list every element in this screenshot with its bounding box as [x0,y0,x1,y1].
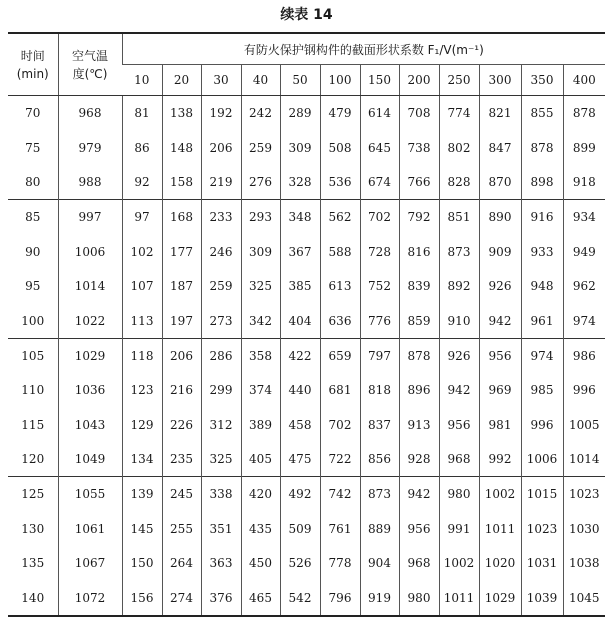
value-cell: 276 [241,165,280,200]
value-cell: 219 [201,165,241,200]
time-cell: 125 [8,477,58,512]
value-cell: 681 [320,373,360,407]
value-cell: 991 [439,512,479,546]
value-cell: 148 [162,130,201,164]
value-cell: 821 [479,96,521,131]
factor-header: 20 [162,65,201,96]
value-cell: 613 [320,269,360,303]
time-cell: 135 [21,556,45,571]
value-cell: 968 [439,442,479,477]
value-cell: 440 [280,373,320,407]
value-cell: 1023 [563,477,605,512]
value-cell: 233 [201,200,241,235]
header-temp-unit: 度(℃) [72,66,108,81]
value-cell: 856 [360,442,399,477]
value-cell: 1002 [439,546,479,580]
table-row [8,408,605,442]
value-cell: 956 [479,338,521,373]
value-cell: 542 [280,580,320,615]
value-cell: 878 [399,338,439,373]
value-cell: 309 [241,235,280,269]
value-cell: 312 [201,408,241,442]
value-cell: 919 [360,580,399,615]
value-cell: 107 [122,269,162,303]
value-cell: 404 [280,303,320,338]
table-row [8,235,605,269]
value-cell: 138 [162,96,201,131]
value-cell: 150 [122,546,162,580]
value-cell: 722 [320,442,360,477]
value-cell: 156 [122,580,162,615]
factor-header: 400 [563,65,605,96]
value-cell: 996 [563,373,605,407]
value-cell: 674 [360,165,399,200]
value-cell: 508 [320,130,360,164]
value-cell: 325 [201,442,241,477]
value-cell: 837 [360,408,399,442]
value-cell: 847 [479,130,521,164]
time-cell: 70 [25,106,41,121]
value-cell: 139 [122,477,162,512]
value-cell: 289 [280,96,320,131]
value-cell: 376 [201,580,241,615]
table-row [8,96,605,131]
value-cell: 197 [162,303,201,338]
value-cell: 870 [479,165,521,200]
air-temp-cell: 1043 [58,408,122,442]
factor-header: 300 [479,65,521,96]
value-cell: 899 [563,130,605,164]
value-cell: 918 [563,165,605,200]
value-cell: 206 [162,338,201,373]
factor-header: 250 [439,65,479,96]
table-row [8,512,605,546]
air-temp-cell: 1029 [58,338,122,373]
value-cell: 348 [280,200,320,235]
value-cell: 420 [241,477,280,512]
time-cell: 90 [25,244,41,259]
value-cell: 910 [439,303,479,338]
value-cell: 1045 [563,580,605,615]
header-temperature [58,33,122,96]
value-cell: 168 [162,200,201,235]
value-cell: 980 [399,580,439,615]
air-temp-cell: 1072 [58,580,122,615]
table-row [8,442,605,477]
value-cell: 839 [399,269,439,303]
value-cell: 113 [122,303,162,338]
air-temp-cell: 1049 [58,442,122,477]
table-row [8,546,605,580]
value-cell: 949 [563,235,605,269]
value-cell: 458 [280,408,320,442]
value-cell: 892 [439,269,479,303]
header-section-factor: 有防火保护钢构件的截面形状系数 F₁/V(m⁻¹) [122,33,605,65]
value-cell: 889 [360,512,399,546]
value-cell: 187 [162,269,201,303]
air-temp-cell: 1061 [58,512,122,546]
value-cell: 235 [162,442,201,477]
factor-header: 350 [521,65,563,96]
value-cell: 796 [320,580,360,615]
value-cell: 974 [563,303,605,338]
value-cell: 479 [320,96,360,131]
air-temp-cell: 1055 [58,477,122,512]
value-cell: 309 [280,130,320,164]
value-cell: 255 [162,512,201,546]
factor-header: 10 [122,65,162,96]
value-cell: 328 [280,165,320,200]
value-cell: 1023 [521,512,563,546]
value-cell: 422 [280,338,320,373]
value-cell: 985 [521,373,563,407]
factor-header: 150 [360,65,399,96]
value-cell: 465 [241,580,280,615]
time-cell: 130 [21,521,45,536]
value-cell: 274 [162,580,201,615]
table-row [8,373,605,407]
value-cell: 338 [201,477,241,512]
value-cell: 475 [280,442,320,477]
value-cell: 873 [439,235,479,269]
time-cell: 95 [25,279,41,294]
factor-header: 50 [280,65,320,96]
value-cell: 896 [399,373,439,407]
value-cell: 738 [399,130,439,164]
value-cell: 358 [241,338,280,373]
value-cell: 904 [360,546,399,580]
value-cell: 776 [360,303,399,338]
value-cell: 961 [521,303,563,338]
value-cell: 986 [563,338,605,373]
time-cell: 100 [21,313,45,328]
value-cell: 766 [399,165,439,200]
value-cell: 898 [521,165,563,200]
value-cell: 708 [399,96,439,131]
table-row [8,165,605,200]
value-cell: 264 [162,546,201,580]
value-cell: 851 [439,200,479,235]
air-temp-cell: 1067 [58,546,122,580]
value-cell: 933 [521,235,563,269]
value-cell: 1039 [521,580,563,615]
time-cell: 110 [21,383,45,398]
value-cell: 492 [280,477,320,512]
value-cell: 536 [320,165,360,200]
value-cell: 367 [280,235,320,269]
air-temp-cell: 988 [58,165,122,200]
value-cell: 913 [399,408,439,442]
value-cell: 363 [201,546,241,580]
value-cell: 526 [280,546,320,580]
time-cell: 120 [21,452,45,467]
value-cell: 206 [201,130,241,164]
value-cell: 134 [122,442,162,477]
value-cell: 246 [201,235,241,269]
value-cell: 177 [162,235,201,269]
value-cell: 855 [521,96,563,131]
value-cell: 102 [122,235,162,269]
value-cell: 1011 [479,512,521,546]
value-cell: 974 [521,338,563,373]
value-cell: 242 [241,96,280,131]
value-cell: 980 [439,477,479,512]
value-cell: 816 [399,235,439,269]
value-cell: 992 [479,442,521,477]
table-row [8,338,605,373]
value-cell: 216 [162,373,201,407]
value-cell: 909 [479,235,521,269]
value-cell: 342 [241,303,280,338]
value-cell: 259 [201,269,241,303]
value-cell: 259 [241,130,280,164]
value-cell: 742 [320,477,360,512]
value-cell: 802 [439,130,479,164]
table-row [8,200,605,235]
value-cell: 818 [360,373,399,407]
factor-header: 200 [399,65,439,96]
value-cell: 761 [320,512,360,546]
value-cell: 926 [479,269,521,303]
value-cell: 1011 [439,580,479,615]
factor-header: 100 [320,65,360,96]
header-time-unit: (min) [16,66,49,81]
value-cell: 192 [201,96,241,131]
value-cell: 752 [360,269,399,303]
value-cell: 878 [563,96,605,131]
factor-header: 40 [241,65,280,96]
value-cell: 774 [439,96,479,131]
table-body [8,96,605,616]
value-cell: 934 [563,200,605,235]
value-cell: 145 [122,512,162,546]
value-cell: 450 [241,546,280,580]
value-cell: 1031 [521,546,563,580]
air-temp-cell: 979 [58,130,122,164]
value-cell: 92 [122,165,162,200]
air-temp-cell: 1022 [58,303,122,338]
value-cell: 374 [241,373,280,407]
value-cell: 962 [563,269,605,303]
value-cell: 926 [439,338,479,373]
value-cell: 614 [360,96,399,131]
value-cell: 636 [320,303,360,338]
value-cell: 645 [360,130,399,164]
value-cell: 97 [122,200,162,235]
value-cell: 890 [479,200,521,235]
value-cell: 118 [122,338,162,373]
value-cell: 1020 [479,546,521,580]
value-cell: 293 [241,200,280,235]
table-caption: 续表 14 [280,7,333,23]
value-cell: 942 [439,373,479,407]
air-temp-cell: 1014 [58,269,122,303]
value-cell: 405 [241,442,280,477]
header-temp-label: 空气温 [71,48,108,63]
value-cell: 435 [241,512,280,546]
value-cell: 981 [479,408,521,442]
table-row [8,130,605,164]
value-cell: 797 [360,338,399,373]
temperature-table [8,32,605,617]
time-cell: 80 [25,174,41,189]
table-row [8,477,605,512]
time-cell: 115 [21,417,45,432]
air-temp-cell: 1006 [58,235,122,269]
air-temp-cell: 1036 [58,373,122,407]
air-temp-cell: 997 [58,200,122,235]
value-cell: 286 [201,338,241,373]
air-temp-cell: 968 [58,96,122,131]
table-row [8,269,605,303]
value-cell: 1006 [521,442,563,477]
value-cell: 778 [320,546,360,580]
value-cell: 942 [479,303,521,338]
value-cell: 873 [360,477,399,512]
value-cell: 956 [439,408,479,442]
value-cell: 562 [320,200,360,235]
time-cell: 105 [8,338,58,373]
value-cell: 299 [201,373,241,407]
value-cell: 129 [122,408,162,442]
value-cell: 702 [360,200,399,235]
value-cell: 956 [399,512,439,546]
table-row [8,580,605,615]
value-cell: 81 [122,96,162,131]
value-cell: 1015 [521,477,563,512]
value-cell: 588 [320,235,360,269]
value-cell: 351 [201,512,241,546]
value-cell: 86 [122,130,162,164]
table-row [8,303,605,338]
value-cell: 948 [521,269,563,303]
value-cell: 828 [439,165,479,200]
value-cell: 702 [320,408,360,442]
value-cell: 878 [521,130,563,164]
value-cell: 1014 [563,442,605,477]
value-cell: 968 [399,546,439,580]
time-cell: 75 [25,140,41,155]
time-cell: 85 [8,200,58,235]
header-time [8,33,58,96]
value-cell: 928 [399,442,439,477]
value-cell: 1029 [479,580,521,615]
value-cell: 245 [162,477,201,512]
value-cell: 996 [521,408,563,442]
value-cell: 1002 [479,477,521,512]
factor-header: 30 [201,65,241,96]
value-cell: 273 [201,303,241,338]
value-cell: 226 [162,408,201,442]
value-cell: 969 [479,373,521,407]
value-cell: 158 [162,165,201,200]
value-cell: 728 [360,235,399,269]
value-cell: 1030 [563,512,605,546]
value-cell: 1038 [563,546,605,580]
header-time-label: 时间 [20,48,45,63]
value-cell: 859 [399,303,439,338]
value-cell: 389 [241,408,280,442]
value-cell: 659 [320,338,360,373]
value-cell: 123 [122,373,162,407]
value-cell: 1005 [563,408,605,442]
value-cell: 385 [280,269,320,303]
value-cell: 792 [399,200,439,235]
value-cell: 325 [241,269,280,303]
value-cell: 942 [399,477,439,512]
time-cell: 140 [8,580,58,615]
value-cell: 916 [521,200,563,235]
value-cell: 509 [280,512,320,546]
